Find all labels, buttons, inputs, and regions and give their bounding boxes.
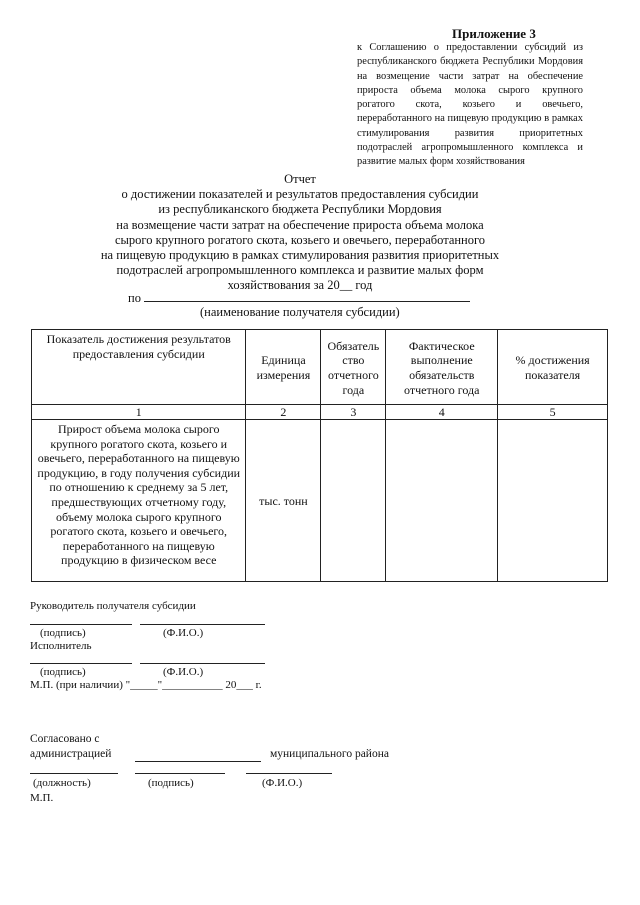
recipient-prefix: по <box>128 291 141 305</box>
report-heading-line: Отчет <box>284 172 316 186</box>
signature-caption: (подпись) <box>40 666 86 678</box>
report-heading <box>80 172 520 294</box>
header-unit: Единица измерения <box>246 330 321 405</box>
executor-fio-line[interactable] <box>140 663 265 664</box>
indicators-table <box>31 329 608 582</box>
agreed-label: Согласовано с <box>30 733 100 745</box>
report-heading-line: на возмещение части затрат на обеспечение прироста объема молока <box>116 217 484 232</box>
agreed-fio-line[interactable] <box>246 773 332 774</box>
position-caption: (должность) <box>33 777 91 789</box>
report-heading-line: подотраслей агропромышленного комплекса и развитие малых форм <box>116 263 484 278</box>
column-number: 3 <box>321 405 386 420</box>
report-heading-line: из республиканского бюджета Республики Мордовия <box>158 202 442 217</box>
actual-cell[interactable] <box>386 420 498 582</box>
fio-caption: (Ф.И.О.) <box>262 777 303 789</box>
stamp-date-line: М.П. (при наличии) "_____"___________ 20___ г. <box>30 679 262 691</box>
executor-signature-line[interactable] <box>30 663 132 664</box>
header-actual: Фактическое выполнение обязательств отчетного года <box>386 330 498 405</box>
stamp-label: М.П. <box>30 792 54 804</box>
agreed-signature-line[interactable] <box>135 773 225 774</box>
table-header-row <box>32 330 608 405</box>
appendix-title: Приложение 3 <box>452 26 536 41</box>
unit-cell: тыс. тонн <box>246 420 321 582</box>
signature-caption: (подпись) <box>40 627 86 639</box>
head-label: Руководитель получателя субсидии <box>30 600 196 612</box>
head-signature-line[interactable] <box>30 624 132 625</box>
column-number-row <box>32 405 608 420</box>
report-heading-line: о достижении показателей и результатов предоставления субсидии <box>121 187 479 202</box>
administration-name-line[interactable] <box>135 761 261 762</box>
column-number: 5 <box>498 405 608 420</box>
column-number: 1 <box>32 405 246 420</box>
report-heading-line: на пищевую продукцию в рамках стимулирования развития приоритетных <box>100 248 500 263</box>
indicator-cell: Прирост объема молока сырого крупного рогатого скота, козьего и овечьего, переработанного на пищевую продукцию, в году получения субсидии по отношению к среднему за 5 лет, предшествующих отчетному году, объему молока сырого крупного рогатого скота, козьего и овечьего, переработанного на пищевую продукцию в физическом весе <box>32 420 246 582</box>
report-heading-line: сырого крупного рогатого скота, козьего и овечьего, переработанного <box>114 232 486 247</box>
signature-caption: (подпись) <box>148 777 194 789</box>
column-number: 2 <box>246 405 321 420</box>
head-fio-line[interactable] <box>140 624 265 625</box>
column-number: 4 <box>386 405 498 420</box>
district-label: муниципального района <box>270 748 389 760</box>
recipient-caption: (наименование получателя субсидии) <box>200 305 400 319</box>
executor-label: Исполнитель <box>30 640 92 652</box>
recipient-name-field[interactable] <box>144 290 470 302</box>
report-heading-line: хозяйствования за 20__ год <box>227 278 373 293</box>
administration-label: администрацией <box>30 748 112 760</box>
percent-cell[interactable] <box>498 420 608 582</box>
fio-caption: (Ф.И.О.) <box>163 627 204 639</box>
fio-caption: (Ф.И.О.) <box>163 666 204 678</box>
obligation-cell[interactable] <box>321 420 386 582</box>
appendix-description: к Соглашению о предоставлении субсидий из республиканского бюджета Республики Мордовия на возмещение части затрат на обеспечение прироста объема молока сырого крупного рогатого скота, козьего и овечьего, переработанного на пищевую продукцию в рамках стимулирования развития приоритетных подотраслей агропромышленного комплекса и развитие малых форм хозяйствования <box>357 42 583 168</box>
header-percent: % достижения показателя <box>498 330 608 405</box>
table-row <box>32 420 608 582</box>
position-line[interactable] <box>30 773 118 774</box>
header-obligation: Обязатель ство отчетного года <box>321 330 386 405</box>
recipient-line <box>128 290 470 306</box>
header-indicator: Показатель достижения результатов предоставления субсидии <box>32 330 246 405</box>
